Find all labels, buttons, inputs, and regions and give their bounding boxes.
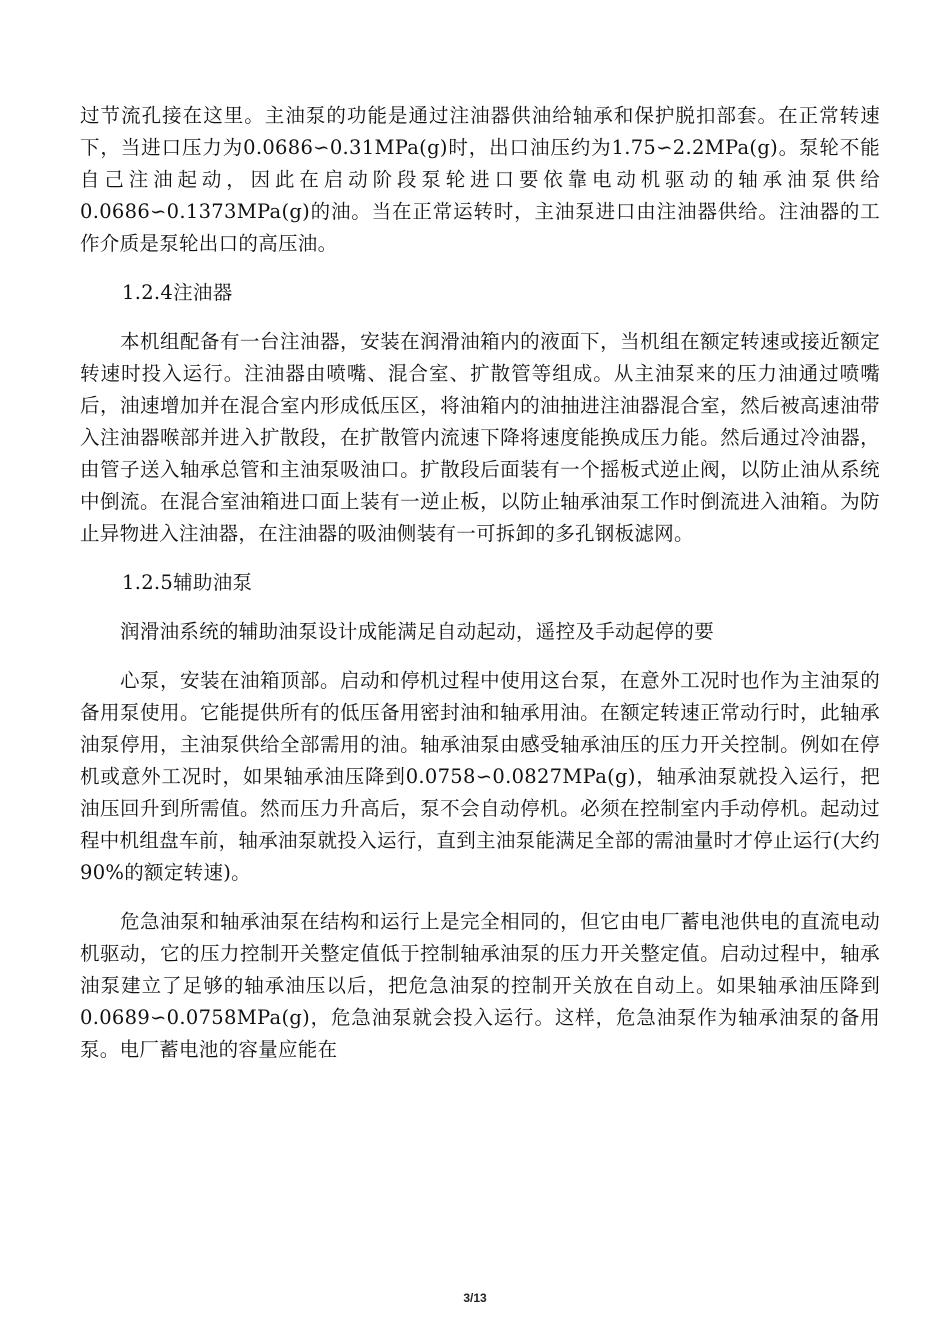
document-body (80, 100, 880, 1066)
paragraph-aux-pump-intro: 润滑油系统的辅助油泵设计成能满足自动起动，遥控及手动起停的要 (120, 620, 715, 643)
paragraph-gap (80, 550, 880, 567)
paragraph-emergency-oil-pump: 危急油泵和轴承油泵在结构和运行上是完全相同的，但它由电厂蓄电池供电的直流电动机驱动，它的压力控制开关整定值低于控制轴承油泵的压力开关整定值。启动过程中，轴承油泵建立了足够的轴承油压以后，把危急油泵的控制开关放在自动上。如果轴承油压降到0.0689∽0.0758MPa(g)，危急油泵就会投入运行。这样，危急油泵作为轴承油泵的备用泵。电厂蓄电池的容量应能在 (80, 910, 880, 1061)
paragraph-gap (80, 260, 880, 277)
paragraph-gap (80, 648, 880, 665)
paragraph-main-oil-pump: 过节流孔接在这里。主油泵的功能是通过注油器供油给轴承和保护脱扣部套。在正常转速下，当进口压力为0.0686∽0.31MPa(g)时，出口油压约为1.75∽2.2MPa(g)。泵轮不能自己注油起动，因此在启动阶段泵轮进口要依靠电动机驱动的轴承油泵供给0.0686∽0.1373MPa(g)的油。当在正常运转时，主油泵进口由注油器供给。注油器的工作介质是泵轮出口的高压油。 (80, 104, 880, 255)
paragraph-gap (80, 309, 880, 326)
section-heading-1-2-4: 1.2.4注油器 (122, 281, 233, 304)
paragraph-oil-injector: 本机组配备有一台注油器，安装在润滑油箱内的液面下，当机组在额定转速或接近额定转速时投入运行。注油器由喷嘴、混合室、扩散管等组成。从主油泵来的压力油通过喷嘴后，油速增加并在混合室内形成低压区，将油箱内的油抽进注油器混合室，然后被高速油带入注油器喉部并进入扩散段，在扩散管内流速下降将速度能换成压力能。然后通过冷油器，由管子送入轴承总管和主油泵吸油口。扩散段后面装有一个摇板式逆止阀，以防止油从系统中倒流。在混合室油箱进口面上装有一逆止板，以防止轴承油泵工作时倒流进入油箱。为防止异物进入注油器，在注油器的吸油侧装有一可拆卸的多孔钢板滤网。 (80, 330, 880, 545)
paragraph-gap (80, 599, 880, 616)
paragraph-bearing-oil-pump: 心泵，安装在油箱顶部。启动和停机过程中使用这台泵，在意外工况时也作为主油泵的备用泵使用。它能提供所有的低压备用密封油和轴承用油。在额定转速正常动行时，此轴承油泵停用，主油泵供给全部需用的油。轴承油泵由感受轴承油压的压力开关控制。例如在停机或意外工况时，如果轴承油压降到0.0758∽0.0827MPa(g)，轴承油泵就投入运行，把油压回升到所需值。然而压力升高后，泵不会自动停机。必须在控制室内手动停机。起动过程中机组盘车前，轴承油泵就投入运行，直到主油泵能满足全部的需油量时才停止运行(大约90%的额定转速)。 (80, 669, 880, 884)
page-number: 3/13 (463, 1291, 487, 1305)
section-heading-1-2-5: 1.2.5辅助油泵 (122, 571, 253, 594)
paragraph-gap (80, 889, 880, 906)
